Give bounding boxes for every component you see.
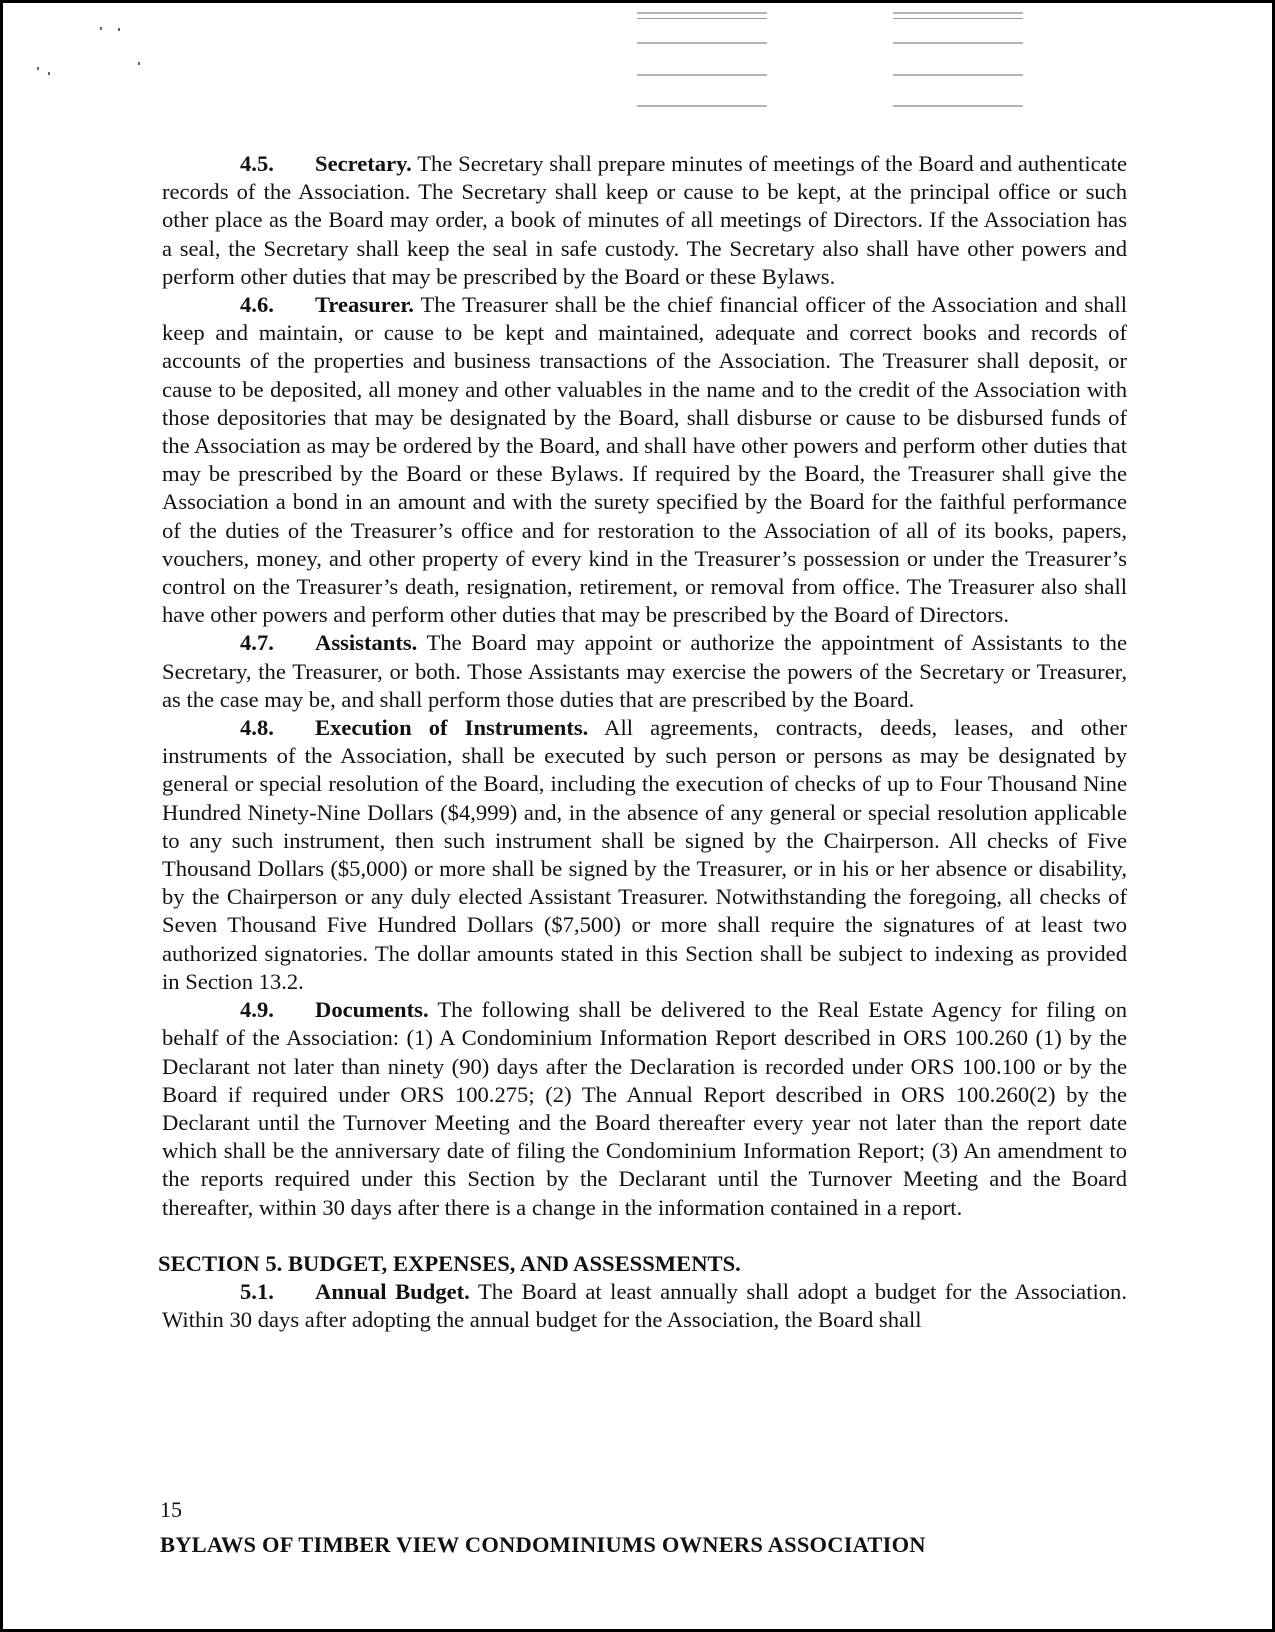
paragraph-text: The Board may appoint or authorize the appointment of Assistants to the Secretary, the Treasurer, or both. Those Assistants may exercise the powers of the Secretary or Treasurer, as the case may be, and shall perform those duties that are prescribed by the Board.	[162, 630, 1127, 712]
paragraph-number: 5.1.	[240, 1278, 274, 1304]
paragraph-number: 4.6.	[240, 292, 274, 318]
section-5-heading: SECTION 5. BUDGET, EXPENSES, AND ASSESSMENTS.	[158, 1250, 741, 1276]
paragraph-text: The Treasurer shall be the chief financial officer of the Association and shall keep and maintain, or cause to be kept and maintained, adequate and correct books and records of accounts of the properties and business transactions of the Association. The Treasurer shall deposit, or cause to be deposited, all money and other valuables in the name and to the credit of the Association with those depositories that may be designated by the Board, shall disburse or cause to be disbursed funds of the Association as may be ordered by the Board, and shall have other powers and perform other duties that may be prescribed by the Board or these Bylaws. If required by the Board, the Treasurer shall give the Association a bond in an amount and with the surety specified by the Board for the faithful performance of the duties of the Treasurer’s office and for restoration to the Association of all of its books, papers, vouchers, money, and other property of every kind in the Treasurer’s possession or under the Treasurer’s control on the Treasurer’s death, resignation, retirement, or removal from office. The Treasurer also shall have other powers and perform other duties that may be prescribed by the Board of Directors.	[162, 292, 1128, 628]
section-5-1	[162, 1278, 1127, 1334]
paragraph-title: Treasurer.	[315, 292, 414, 318]
paragraph-title: Annual Budget.	[315, 1278, 470, 1304]
paragraph-title: Documents.	[315, 997, 429, 1023]
paragraph-title: Execution of Instruments.	[315, 715, 589, 741]
section-4-6	[162, 291, 1127, 629]
paragraph-number: 4.7.	[240, 630, 274, 656]
section-4-7	[162, 629, 1127, 714]
section-4-9	[162, 996, 1127, 1222]
paragraph-title: Assistants.	[315, 630, 418, 656]
paragraph-title: Secretary.	[315, 151, 412, 176]
document-body	[158, 150, 1128, 1334]
footer-title: BYLAWS OF TIMBER VIEW CONDOMINIUMS OWNERS ASSOCIATION	[160, 1532, 926, 1557]
paragraph-number: 4.9.	[240, 997, 274, 1023]
paragraph-text: The following shall be delivered to the Real Estate Agency for filing on behalf of the Association: (1) A Condominium Information Report described in ORS 100.260 (1) by the Declarant not later than ninety (90) days after the Declaration is recorded under ORS 100.100 or by the Board if required under ORS 100.275; (2) The Annual Report described in ORS 100.260(2) by the Declarant until the Turnover Meeting and the Board thereafter every year not later than the report date which shall be the anniversary date of filing the Condominium Information Report; (3) An amendment to the reports required under this Section by the Declarant until the Turnover Meeting and the Board thereafter, within 30 days after there is a change in the information contained in a report.	[162, 997, 1127, 1220]
paragraph-text: All agreements, contracts, deeds, leases, and other instruments of the Association, shall be executed by such person or persons as may be designated by general or special resolution of the Board, including the execution of checks of up to Four Thousand Nine Hundred Ninety-Nine Dollars ($4,999) and, in the absence of any general or special resolution applicable to any such instrument, then such instrument shall be signed by the Chairperson. All checks of Five Thousand Dollars ($5,000) or more shall be signed by the Treasurer, or in his or her absence or disability, by the Chairperson or any duly elected Assistant Treasurer. Notwithstanding the foregoing, all checks of Seven Thousand Five Hundred Dollars ($7,500) or more shall require the signatures of at least two authorized signatories. The dollar amounts stated in this Section shall be subject to indexing as provided in Section 13.2.	[162, 715, 1127, 994]
paragraph-number: 4.5.	[240, 151, 274, 176]
section-4-8	[162, 714, 1127, 996]
section-4-5	[162, 150, 1127, 291]
paragraph-text: The Board at least annually shall adopt a budget for the Association. Within 30 days after adopting the annual budget for the Association, the Board shall	[162, 1278, 1127, 1333]
paragraph-text: The Secretary shall prepare minutes of meetings of the Board and authenticate records of the Association. The Secretary shall keep or cause to be kept, at the principal office or such other place as the Board may order, a book of minutes of all meetings of Directors. If the Association has a seal, the Secretary shall keep the seal in safe custody. The Secretary also shall have other powers and perform other duties that may be prescribed by the Board or these Bylaws.	[162, 151, 1128, 289]
page-number: 15	[160, 1497, 182, 1522]
paragraph-number: 4.8.	[240, 715, 274, 741]
